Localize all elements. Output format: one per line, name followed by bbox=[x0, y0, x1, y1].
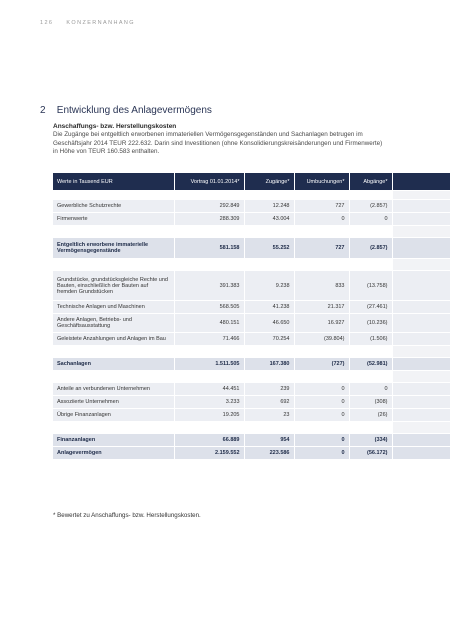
cell-zugaenge: 12.248 bbox=[244, 200, 294, 213]
row-label: Technische Anlagen und Maschinen bbox=[53, 301, 174, 314]
cell-umbuchungen: (727) bbox=[294, 358, 349, 371]
col-header-label: Werte in Tausend EUR bbox=[53, 173, 174, 191]
page-header bbox=[40, 20, 135, 26]
cell-abgaenge: (2.857) bbox=[349, 200, 392, 213]
row-label: Anteile an verbundenen Unternehmen bbox=[53, 383, 174, 396]
table-row bbox=[53, 333, 450, 346]
cell-zugaenge: 43.004 bbox=[244, 213, 294, 226]
cell-vortrag: 19.205 bbox=[174, 409, 244, 422]
cell-vortrag: 3.233 bbox=[174, 396, 244, 409]
row-label: Grundstücke, grundstücksgleiche Rechte und Bauten, einschließlich der Bauten auf fremden Grundstücken bbox=[53, 271, 174, 301]
table-row bbox=[53, 396, 450, 409]
cell-zugaenge: 23 bbox=[244, 409, 294, 422]
col-header-vortrag: Vortrag 01.01.2014* bbox=[174, 173, 244, 191]
table-row bbox=[53, 301, 450, 314]
cell-abgaenge: (56.172) bbox=[349, 447, 392, 460]
cell-vortrag: 66.889 bbox=[174, 434, 244, 447]
subheading: Anschaffungs- bzw. Herstellungskosten bbox=[53, 123, 177, 130]
col-header-abgaenge: Abgänge* bbox=[349, 173, 392, 191]
cell-zugaenge: 70.254 bbox=[244, 333, 294, 346]
asset-table bbox=[53, 173, 450, 460]
table-row bbox=[53, 383, 450, 396]
cell-umbuchungen: 0 bbox=[294, 447, 349, 460]
section-number: 2 bbox=[40, 105, 46, 116]
section-label: KONZERNANHANG bbox=[66, 20, 135, 26]
cell-abgaenge: 0 bbox=[349, 383, 392, 396]
cell-vortrag: 568.505 bbox=[174, 301, 244, 314]
cell-umbuchungen: 16.927 bbox=[294, 314, 349, 333]
row-label: Finanzanlagen bbox=[53, 434, 174, 447]
cell-vortrag: 391.383 bbox=[174, 271, 244, 301]
cell-abgaenge: (52.981) bbox=[349, 358, 392, 371]
cell-vortrag: 480.151 bbox=[174, 314, 244, 333]
col-header-umbuchungen: Umbuchungen* bbox=[294, 173, 349, 191]
row-label: Übrige Finanzanlagen bbox=[53, 409, 174, 422]
cell-abgaenge: 0 bbox=[349, 213, 392, 226]
cell-abgaenge: (26) bbox=[349, 409, 392, 422]
row-label: Andere Anlagen, Betriebs- und Geschäftsausstattung bbox=[53, 314, 174, 333]
footnote: * Bewertet zu Anschaffungs- bzw. Herstellungskosten. bbox=[53, 512, 201, 519]
cell-umbuchungen: 0 bbox=[294, 409, 349, 422]
cell-abgaenge: (13.758) bbox=[349, 271, 392, 301]
cell-umbuchungen: 727 bbox=[294, 238, 349, 259]
cell-abgaenge: (10.236) bbox=[349, 314, 392, 333]
cell-zugaenge: 9.238 bbox=[244, 271, 294, 301]
row-label: Anlagevermögen bbox=[53, 447, 174, 460]
row-label: Assoziierte Unternehmen bbox=[53, 396, 174, 409]
subtotal-row bbox=[53, 358, 450, 371]
cell-umbuchungen: 0 bbox=[294, 213, 349, 226]
cell-abgaenge: (1.506) bbox=[349, 333, 392, 346]
subtotal-row bbox=[53, 238, 450, 259]
row-label: Firmenwerte bbox=[53, 213, 174, 226]
total-row bbox=[53, 447, 450, 460]
cell-zugaenge: 954 bbox=[244, 434, 294, 447]
cell-vortrag: 44.451 bbox=[174, 383, 244, 396]
table-row bbox=[53, 213, 450, 226]
table-row bbox=[53, 409, 450, 422]
row-label: Sachanlagen bbox=[53, 358, 174, 371]
cell-umbuchungen: 833 bbox=[294, 271, 349, 301]
cell-zugaenge: 692 bbox=[244, 396, 294, 409]
row-label: Entgeltlich erworbene immaterielle Vermögensgegenstände bbox=[53, 238, 174, 259]
cell-vortrag: 2.159.552 bbox=[174, 447, 244, 460]
cell-vortrag: 71.466 bbox=[174, 333, 244, 346]
cell-zugaenge: 239 bbox=[244, 383, 294, 396]
cell-abgaenge: (308) bbox=[349, 396, 392, 409]
cell-zugaenge: 223.586 bbox=[244, 447, 294, 460]
table-row bbox=[53, 200, 450, 213]
cell-umbuchungen: 727 bbox=[294, 200, 349, 213]
section-heading bbox=[40, 105, 212, 116]
table-row bbox=[53, 314, 450, 333]
cell-vortrag: 1.511.505 bbox=[174, 358, 244, 371]
cell-umbuchungen: 0 bbox=[294, 383, 349, 396]
page-number: 126 bbox=[40, 20, 54, 26]
cell-vortrag: 581.158 bbox=[174, 238, 244, 259]
table-row bbox=[53, 271, 450, 301]
cell-abgaenge: (334) bbox=[349, 434, 392, 447]
table-header-row bbox=[53, 173, 450, 191]
row-label: Geleistete Anzahlungen und Anlagen im Bau bbox=[53, 333, 174, 346]
cell-zugaenge: 55.252 bbox=[244, 238, 294, 259]
row-label: Gewerbliche Schutzrechte bbox=[53, 200, 174, 213]
cell-umbuchungen: 0 bbox=[294, 396, 349, 409]
cell-vortrag: 288.309 bbox=[174, 213, 244, 226]
cell-zugaenge: 41.238 bbox=[244, 301, 294, 314]
col-header-zugaenge: Zugänge* bbox=[244, 173, 294, 191]
cell-abgaenge: (2.857) bbox=[349, 238, 392, 259]
section-title: Entwicklung des Anlagevermögens bbox=[56, 105, 212, 116]
cell-umbuchungen: 21.317 bbox=[294, 301, 349, 314]
intro-paragraph: Die Zugänge bei entgeltlich erworbenen immateriellen Vermögensgegenständen und Sachanlagen betrugen im Geschäftsjahr 2014 TEUR 222.632. Darin sind Investitionen (ohne Konsolidierungskreisänderungen und Firmenwerte) in Höhe von TEUR 160.583 enthalten. bbox=[53, 131, 383, 156]
cell-zugaenge: 46.650 bbox=[244, 314, 294, 333]
cell-umbuchungen: (39.804) bbox=[294, 333, 349, 346]
cell-umbuchungen: 0 bbox=[294, 434, 349, 447]
subtotal-row bbox=[53, 434, 450, 447]
cell-abgaenge: (27.461) bbox=[349, 301, 392, 314]
cell-vortrag: 292.849 bbox=[174, 200, 244, 213]
col-header-next bbox=[392, 173, 450, 191]
cell-zugaenge: 167.380 bbox=[244, 358, 294, 371]
